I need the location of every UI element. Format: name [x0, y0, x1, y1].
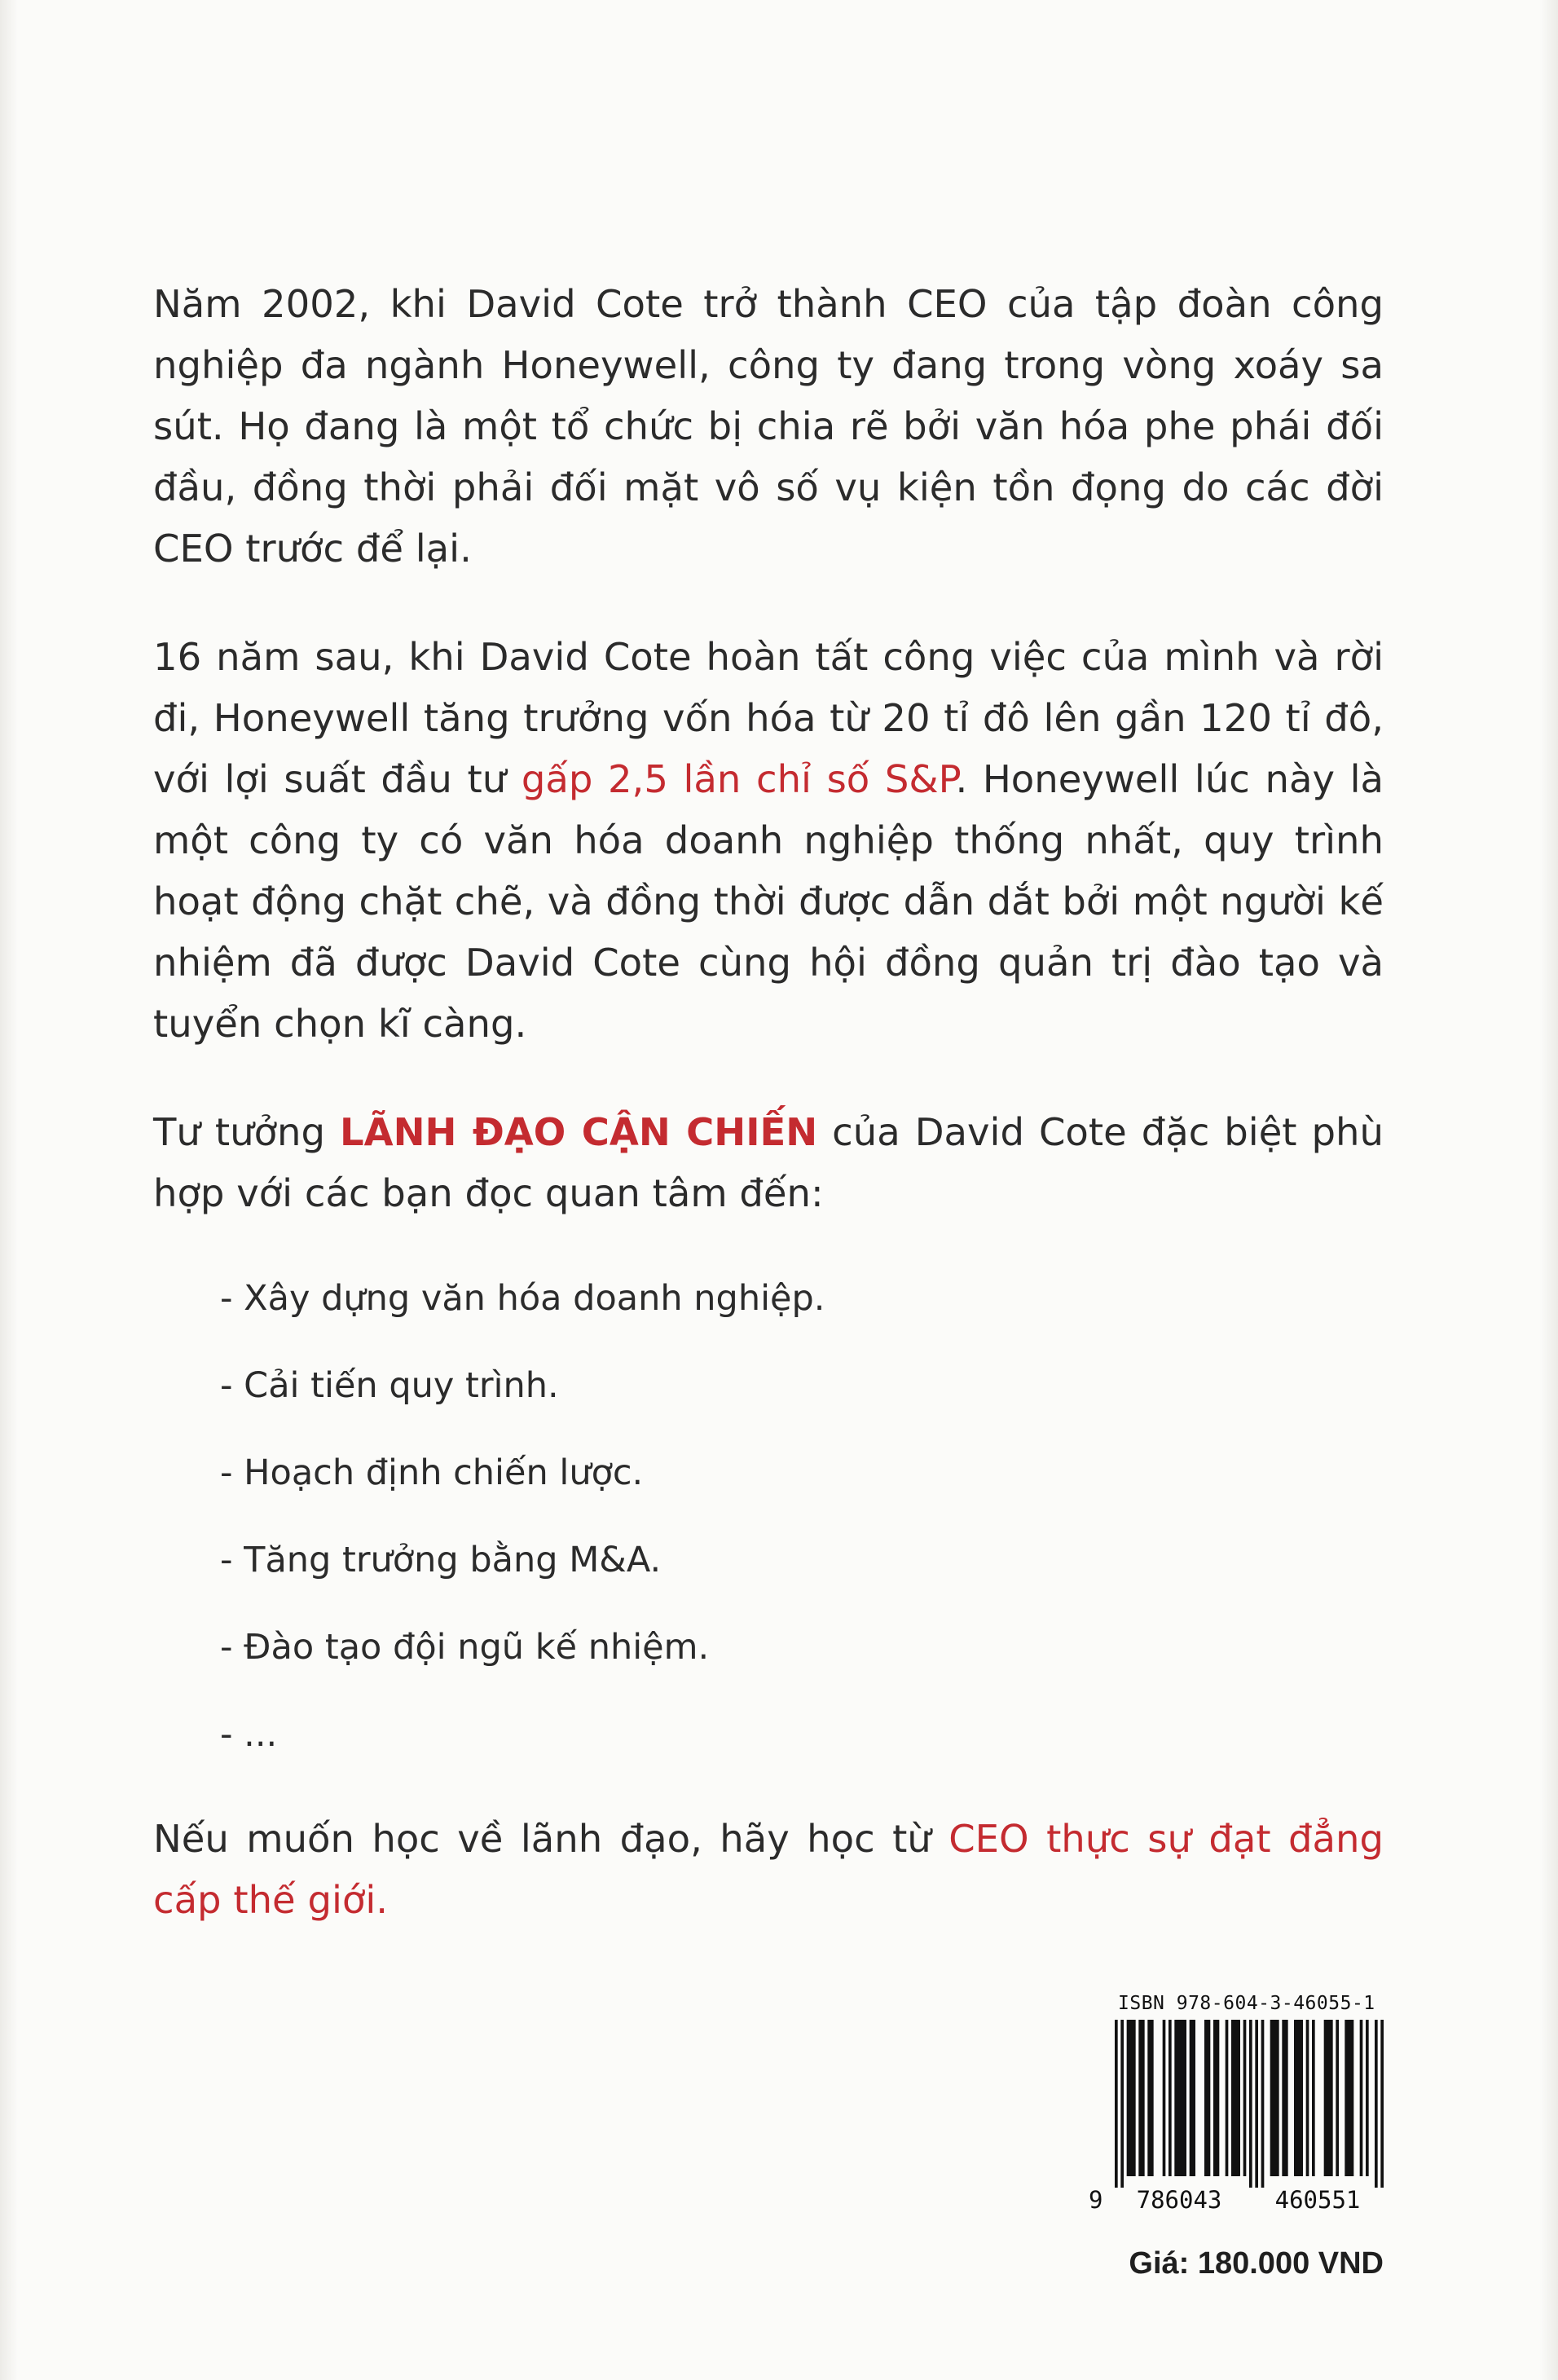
results-highlight: gấp 2,5 lần chỉ số S&P	[521, 757, 956, 801]
audience-paragraph	[153, 1102, 1384, 1224]
page-edge-right	[1540, 0, 1558, 2380]
audience-text-end: của David Cote đặc biệt phù hợp với các bạn đọc quan tâm đến:	[153, 1110, 1384, 1215]
barcode-digits	[1089, 2186, 1384, 2214]
list-item: - Hoạch định chiến lược.	[220, 1452, 644, 1493]
list-item: - Đào tạo đội ngũ kế nhiệm.	[220, 1627, 710, 1668]
book-title-highlight: LÃNH ĐẠO CẬN CHIẾN	[340, 1110, 818, 1154]
closing-paragraph	[153, 1809, 1384, 1931]
list-item: - ...	[220, 1714, 278, 1755]
list-item: - Tăng trưởng bằng M&A.	[220, 1540, 662, 1580]
results-text-end: . Honeywell lúc này là một công ty có văn hóa doanh nghiệp thống nhất, quy trình hoạt động chặt chẽ, và đồng thời được dẫn dắt bởi một người kế nhiệm đã được David Cote cùng hội đồng quản trị đào tạo và tuyển chọn kĩ càng.	[153, 757, 1384, 1046]
intro-paragraph	[153, 274, 1384, 580]
topic-list	[153, 1275, 1384, 1758]
list-item: - Xây dựng văn hóa doanh nghiệp.	[220, 1278, 825, 1319]
results-text-start: 16 năm sau, khi David Cote hoàn tất công việc của mình và rời đi, Honeywell tăng trưởng vốn hóa từ 20 tỉ đô lên gần 120 tỉ đô, với lợi suất đầu tư	[153, 635, 1384, 801]
back-cover-text	[153, 274, 1384, 1931]
list-item: - Cải tiến quy trình.	[220, 1365, 559, 1406]
audience-text-start: Tư tưởng	[153, 1110, 340, 1154]
barcode-icon	[1115, 2020, 1384, 2188]
barcode-digit-lead: 9	[1089, 2186, 1103, 2214]
intro-paragraph-text: Năm 2002, khi David Cote trở thành CEO của tập đoàn công nghiệp đa ngành Honeywell, công ty đang trong vòng xoáy sa sút. Họ đang là một tổ chức bị chia rẽ bởi văn hóa phe phái đối đầu, đồng thời phải đối mặt vô số vụ kiện tồn đọng do các đời CEO trước để lại.	[153, 282, 1384, 571]
isbn-barcode	[1089, 1992, 1384, 2214]
barcode-bars	[1115, 2020, 1384, 2188]
closing-text-start: Nếu muốn học về lãnh đạo, hãy học từ	[153, 1817, 949, 1861]
closing-highlight: CEO thực sự đạt đẳng cấp thế giới.	[153, 1817, 1384, 1922]
isbn-number: ISBN 978-604-3-46055-1	[1118, 1993, 1375, 2014]
price-label: Giá: 180.000 VND	[1129, 2246, 1384, 2281]
barcode-digit-group-left: 786043	[1136, 2186, 1222, 2214]
page-edge-left	[0, 0, 18, 2380]
barcode-digit-group-right: 460551	[1274, 2186, 1361, 2214]
results-paragraph	[153, 627, 1384, 1055]
